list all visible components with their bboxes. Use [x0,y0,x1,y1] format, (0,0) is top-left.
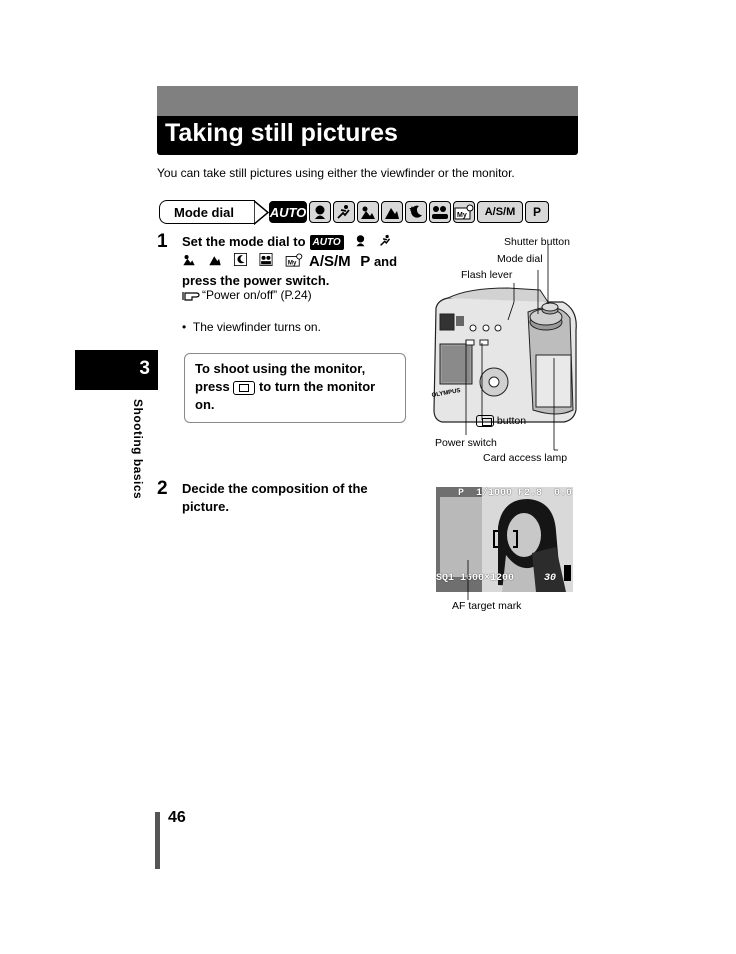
self-portrait-inline-icon [259,253,273,271]
camera-figure [428,236,728,470]
step-1-line-2 [182,253,422,272]
night-scene-icon [405,201,427,223]
svg-text:OLYMPUS: OLYMPUS [431,388,462,399]
self-portrait-icon [429,201,451,223]
portrait-inline-icon [354,234,367,252]
page-number: 46 [168,809,186,826]
tip-line-2-a: press [195,379,230,394]
sports-icon [333,201,355,223]
title-band-bottom [157,116,578,155]
step-1-line-2-tail: and [373,253,398,269]
step-1-text [182,233,422,290]
step-1-number: 1 [157,231,168,252]
callout-monitor-button [476,415,526,427]
step-1-line-1 [182,233,422,252]
title-band [157,86,578,155]
callout-mode-dial: Mode dial [497,253,543,265]
reference-text: “Power on/off” (P.24) [202,288,312,302]
callout-card-lamp: Card access lamp [483,452,568,464]
svg-text:My: My [457,212,467,219]
auto-mode-icon: AUTO [269,201,307,223]
landscape-icon [381,201,403,223]
auto-mode-inline-icon: AUTO [310,235,344,250]
tip-line-2-b: to turn the monitor [258,379,376,394]
step-1-line-1-text: Set the mode dial to [182,234,306,249]
chapter-number: 3 [139,358,150,379]
landscape-portrait-icon [357,201,379,223]
lcd-preview [436,487,573,592]
asm-inline-label: A/S/M [309,252,351,270]
mode-icons [269,201,549,223]
mode-dial-bar [157,200,547,228]
tip-line-1: To shoot using the monitor, [195,361,366,376]
af-target-label: AF target mark [452,600,522,612]
tip-line-2 [195,378,395,396]
lcd-bottom-right-readout: 30 [544,573,557,584]
bullet-line [182,320,321,334]
step-2-number: 2 [157,478,168,499]
lcd-bottom-left-readout: SQ1 1600×1200 [436,573,515,584]
program-mode-icon: P [525,201,549,223]
chapter-label: Shooting basics [131,399,145,500]
callout-flash-lever: Flash lever [461,269,513,281]
reference-line [182,288,312,302]
sports-inline-icon [379,234,392,252]
callout-power-switch: Power switch [435,437,497,449]
bullet-dot: • [182,320,193,334]
my-mode-icon [453,201,475,223]
reference-hand-icon [182,290,202,302]
tip-box [184,353,406,423]
asm-mode-icon: A/S/M [477,201,523,223]
landscape-portrait-inline-icon [182,253,196,271]
my-mode-inline-icon [285,253,303,272]
program-inline-label: P [360,252,371,270]
portrait-icon [309,201,331,223]
title-band-top [157,86,578,116]
landscape-inline-icon [208,253,222,271]
page-title: Taking still pictures [165,119,398,147]
tip-line-3: on. [195,397,215,412]
monitor-button-callout-icon [476,415,494,427]
step-1-line-3: press the power switch. [182,272,330,288]
mode-dial-label: Mode dial [159,200,255,224]
step-2-text: Decide the composition of the picture. [182,481,368,514]
page-number-bar [155,812,160,869]
callout-shutter: Shutter button [504,236,570,248]
intro-text: You can take still pictures using either the viewfinder or the monitor. [157,166,515,180]
lcd-top-readout: P 1/1000 F2.8 0.0 [458,488,573,499]
callout-monitor-button-text: button [496,415,527,427]
mode-dial-arrow-icon [254,200,270,226]
af-callout-line [466,560,470,600]
night-scene-inline-icon [234,253,247,271]
chapter-tab [75,350,158,390]
bullet-text: The viewfinder turns on. [192,320,321,334]
monitor-button-icon [233,381,255,395]
svg-text:My: My [287,259,297,266]
